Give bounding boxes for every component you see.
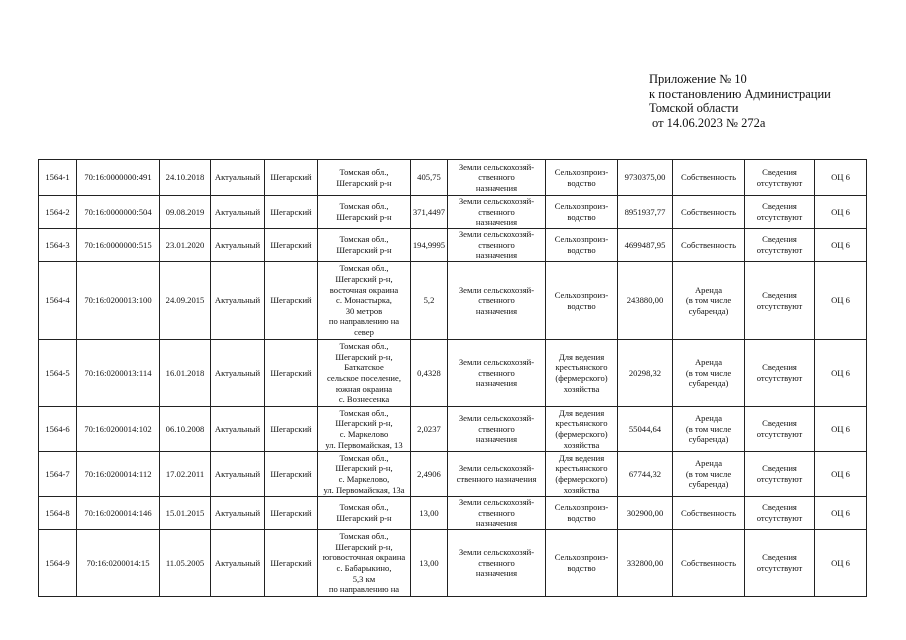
permitted-use-line: Сельхозпроиз- <box>554 166 609 177</box>
cadastral-value: 20298,32 <box>618 340 673 407</box>
encumbrance-info-line: Сведения <box>762 201 797 212</box>
permitted-use <box>546 196 618 229</box>
location-address <box>318 452 411 497</box>
valuation-code: ОЦ 6 <box>815 229 867 262</box>
location-address-line: Томская обл., <box>339 341 389 352</box>
plot-area: 2,4906 <box>411 452 448 497</box>
permitted-use-line: крестьянского <box>555 362 608 373</box>
record-status: Актуальный <box>211 229 265 262</box>
right-type-line: Собственность <box>681 557 736 568</box>
record-status: Актуальный <box>211 340 265 407</box>
land-category-line: назначения <box>475 250 518 261</box>
location-address <box>318 160 411 196</box>
land-category-line: ственного <box>478 423 515 434</box>
encumbrance-info-line: отсутствуют <box>756 177 803 188</box>
permitted-use-line: Сельхозпроиз- <box>554 201 609 212</box>
encumbrance-info-line: отсутствуют <box>756 212 803 222</box>
permitted-use-line: (фермерского) <box>555 373 608 383</box>
right-type-line: Собственность <box>681 239 736 250</box>
land-category-line: ственного <box>478 206 515 217</box>
encumbrance-info <box>745 229 815 262</box>
appendix-header <box>649 72 831 130</box>
location-address-line: Томская обл., <box>339 234 389 245</box>
permitted-use-line: крестьянского <box>555 463 608 474</box>
permitted-use-line: водство <box>567 563 596 573</box>
land-category-line: Земли сельскохозяй- <box>458 547 535 558</box>
permitted-use-line: крестьянского <box>555 418 608 429</box>
right-type <box>673 229 745 262</box>
permitted-use <box>546 340 618 407</box>
location-address-line: с. Вознесенка <box>338 394 390 405</box>
land-category-line: Земли сельскохозяй- <box>458 161 535 172</box>
registration-date: 17.02.2011 <box>160 452 211 497</box>
valuation-code: ОЦ 6 <box>815 160 867 196</box>
land-category <box>448 262 546 340</box>
land-category-line: назначения <box>475 568 518 579</box>
land-category-line: назначения <box>475 378 518 389</box>
right-type-line: (в том числе <box>685 423 732 434</box>
location-address-line: Шегарский р-н, <box>335 418 393 429</box>
valuation-code: ОЦ 6 <box>815 452 867 497</box>
location-address <box>318 530 411 597</box>
right-type <box>673 530 745 597</box>
location-address-line: Шегарский р-н, <box>335 351 393 362</box>
land-plots-table <box>38 159 867 597</box>
district-name: Шегарский <box>265 407 318 452</box>
permitted-use-line: Сельхозпроиз- <box>554 289 609 300</box>
right-type <box>673 196 745 229</box>
permitted-use-line: Для ведения <box>558 351 605 362</box>
encumbrance-info <box>745 160 815 196</box>
district-name: Шегарский <box>265 340 318 407</box>
land-category-line: Земли сельскохозяй- <box>458 196 535 207</box>
location-address-line: с. Монастырка, <box>336 295 392 306</box>
permitted-use <box>546 530 618 597</box>
table-row <box>39 262 867 340</box>
permitted-use-line: (фермерского) <box>555 429 608 439</box>
valuation-code: ОЦ 6 <box>815 340 867 407</box>
location-address-line: южная окраина <box>335 383 393 394</box>
plot-area: 405,75 <box>411 160 448 196</box>
permitted-use <box>546 160 618 196</box>
registration-date: 06.10.2008 <box>160 407 211 452</box>
resolution-date: от 14.06.2023 № 272а <box>652 115 766 130</box>
permitted-use <box>546 407 618 452</box>
table-row <box>39 407 867 452</box>
location-address-line: Шегарский р-н, <box>335 541 393 552</box>
encumbrance-info-line: отсутствуют <box>756 245 803 255</box>
district-name: Шегарский <box>265 530 318 597</box>
encumbrance-info <box>745 196 815 229</box>
permitted-use-line: Сельхозпроиз- <box>554 552 609 563</box>
table-row <box>39 530 867 597</box>
registration-date: 15.01.2015 <box>160 497 211 530</box>
row-number: 1564-5 <box>39 340 77 407</box>
location-address-line: 30 метров <box>345 305 383 316</box>
location-address <box>318 340 411 407</box>
permitted-use-line: (фермерского) <box>555 474 608 484</box>
location-address-line: сельское поселение, <box>327 373 401 383</box>
land-category-line: назначения <box>475 217 518 228</box>
encumbrance-info <box>745 262 815 340</box>
encumbrance-info-line: Сведения <box>762 418 797 429</box>
district-name: Шегарский <box>265 196 318 229</box>
location-address-line: Томская обл., <box>339 201 389 212</box>
permitted-use-line: Для ведения <box>558 407 605 418</box>
location-address <box>318 229 411 262</box>
table-row <box>39 196 867 229</box>
cadastral-value: 8951937,77 <box>618 196 673 229</box>
location-address-line: Томская обл., <box>339 502 389 513</box>
row-number: 1564-1 <box>39 160 77 196</box>
location-address <box>318 196 411 229</box>
right-type-line: (в том числе <box>685 468 732 479</box>
right-type-line: Аренда <box>694 284 723 295</box>
permitted-use-line: водство <box>567 177 596 188</box>
encumbrance-info-line: Сведения <box>762 166 797 177</box>
cadastral-value: 67744,32 <box>618 452 673 497</box>
permitted-use-line: хозяйства <box>563 484 600 495</box>
cadastral-number: 70:16:0200013:100 <box>77 262 160 340</box>
cadastral-value: 302900,00 <box>618 497 673 530</box>
land-category-line: Земли сельскохозяй- <box>458 413 535 424</box>
encumbrance-info <box>745 530 815 597</box>
location-address-line: Томская обл., <box>339 263 389 274</box>
location-address-line: Баткатское <box>344 362 384 373</box>
permitted-use-line: хозяйства <box>563 383 600 394</box>
encumbrance-info-line: отсутствуют <box>756 563 803 573</box>
district-name: Шегарский <box>265 497 318 530</box>
registration-date: 16.01.2018 <box>160 340 211 407</box>
right-type-line: субаренда) <box>688 479 729 490</box>
record-status: Актуальный <box>211 530 265 597</box>
encumbrance-info-line: Сведения <box>762 362 797 373</box>
plot-area: 371,4497 <box>411 196 448 229</box>
land-category <box>448 229 546 262</box>
permitted-use-line: Сельхозпроиз- <box>554 234 609 245</box>
permitted-use <box>546 229 618 262</box>
location-address-line: Шегарский р-н, <box>335 274 393 285</box>
location-address-line: Томская обл., <box>339 166 389 177</box>
encumbrance-info-line: отсутствуют <box>756 474 803 484</box>
region-name: Томской области <box>649 101 739 115</box>
land-category <box>448 340 546 407</box>
permitted-use-line: водство <box>567 245 596 255</box>
location-address-line: Шегарский р-н, <box>335 463 393 474</box>
record-status: Актуальный <box>211 497 265 530</box>
row-number: 1564-2 <box>39 196 77 229</box>
right-type <box>673 160 745 196</box>
cadastral-number: 70:16:0200014:112 <box>77 452 160 497</box>
right-type-line: Собственность <box>681 507 736 518</box>
location-address-line: Шегарский р-н <box>336 177 392 188</box>
row-number: 1564-3 <box>39 229 77 262</box>
cadastral-number: 70:16:0200014:102 <box>77 407 160 452</box>
permitted-use-line: Сельхозпроиз- <box>554 502 609 513</box>
table-row <box>39 452 867 497</box>
encumbrance-info-line: отсутствуют <box>756 429 803 439</box>
permitted-use <box>546 497 618 530</box>
land-category-line: ственного <box>478 295 515 306</box>
encumbrance-info <box>745 407 815 452</box>
location-address-line: с. Маркелово, <box>338 474 390 484</box>
valuation-code: ОЦ 6 <box>815 262 867 340</box>
table-body <box>39 160 867 597</box>
land-category <box>448 497 546 530</box>
right-type-line: (в том числе <box>685 367 732 378</box>
registration-date: 09.08.2019 <box>160 196 211 229</box>
land-category-line: назначения <box>475 305 518 316</box>
right-type-line: Аренда <box>694 413 723 424</box>
encumbrance-info-line: Сведения <box>762 289 797 300</box>
location-address-line: Шегарский р-н <box>336 212 392 222</box>
location-address-line: по направлению на <box>328 584 400 595</box>
right-type-line: Аренда <box>694 458 723 469</box>
encumbrance-info-line: Сведения <box>762 234 797 245</box>
row-number: 1564-7 <box>39 452 77 497</box>
valuation-code: ОЦ 6 <box>815 196 867 229</box>
cadastral-number: 70:16:0000000:515 <box>77 229 160 262</box>
location-address-line: ул. Первомайская, 13а <box>323 484 405 495</box>
plot-area: 2,0237 <box>411 407 448 452</box>
location-address-line: 5,3 км <box>352 573 376 584</box>
permitted-use-line: водство <box>567 513 596 523</box>
location-address-line: восточная окраина <box>329 284 399 295</box>
registration-date: 11.05.2005 <box>160 530 211 597</box>
table-row <box>39 497 867 530</box>
land-category-line: ственного <box>478 557 515 568</box>
record-status: Актуальный <box>211 196 265 229</box>
right-type-line: Собственность <box>681 206 736 217</box>
permitted-use-line: водство <box>567 212 596 222</box>
encumbrance-info-line: Сведения <box>762 463 797 474</box>
land-category-line: ственного назначения <box>456 474 537 484</box>
plot-area: 5,2 <box>411 262 448 340</box>
record-status: Актуальный <box>211 160 265 196</box>
land-category <box>448 160 546 196</box>
encumbrance-info-line: Сведения <box>762 502 797 513</box>
table-row <box>39 229 867 262</box>
cadastral-value: 243880,00 <box>618 262 673 340</box>
cadastral-value: 9730375,00 <box>618 160 673 196</box>
registration-date: 23.01.2020 <box>160 229 211 262</box>
land-category <box>448 407 546 452</box>
valuation-code: ОЦ 6 <box>815 497 867 530</box>
cadastral-value: 55044,64 <box>618 407 673 452</box>
location-address-line: Томская обл., <box>339 531 389 542</box>
encumbrance-info <box>745 497 815 530</box>
land-category-line: Земли сельскохозяй- <box>458 357 535 368</box>
registration-date: 24.09.2015 <box>160 262 211 340</box>
land-category-line: Земли сельскохозяй- <box>458 229 535 240</box>
cadastral-number: 70:16:0200014:146 <box>77 497 160 530</box>
land-category-line: ственного <box>478 239 515 250</box>
right-type <box>673 262 745 340</box>
land-category-line: ственного <box>478 367 515 378</box>
encumbrance-info <box>745 452 815 497</box>
right-type-line: Аренда <box>694 357 723 368</box>
registration-date: 24.10.2018 <box>160 160 211 196</box>
record-status: Актуальный <box>211 262 265 340</box>
encumbrance-info-line: отсутствуют <box>756 513 803 523</box>
plot-area: 13,00 <box>411 530 448 597</box>
location-address-line: Томская обл., <box>339 407 389 418</box>
right-type <box>673 340 745 407</box>
cadastral-number: 70:16:0200013:114 <box>77 340 160 407</box>
land-category-line: ственного <box>478 507 515 518</box>
appendix-number: Приложение № 10 <box>649 72 747 86</box>
land-category <box>448 530 546 597</box>
location-address-line: по направлению на <box>328 316 400 327</box>
row-number: 1564-6 <box>39 407 77 452</box>
right-type <box>673 452 745 497</box>
location-address <box>318 497 411 530</box>
permitted-use-line: водство <box>567 300 596 311</box>
right-type-line: субаренда) <box>688 434 729 445</box>
location-address <box>318 262 411 340</box>
cadastral-number: 70:16:0000000:504 <box>77 196 160 229</box>
permitted-use-line: Для ведения <box>558 452 605 463</box>
cadastral-number: 70:16:0200014:15 <box>77 530 160 597</box>
encumbrance-info-line: Сведения <box>762 552 797 563</box>
valuation-code: ОЦ 6 <box>815 407 867 452</box>
land-category-line: Земли сельскохозяй- <box>458 497 535 508</box>
land-category <box>448 196 546 229</box>
right-type <box>673 407 745 452</box>
record-status: Актуальный <box>211 407 265 452</box>
location-address-line: ул. Первомайская, 13 <box>325 439 403 450</box>
district-name: Шегарский <box>265 452 318 497</box>
land-category <box>448 452 546 497</box>
cadastral-value: 332800,00 <box>618 530 673 597</box>
location-address-line: север <box>354 326 374 337</box>
location-address-line: Шегарский р-н <box>336 245 392 255</box>
location-address-line: с. Маркелово <box>339 429 389 439</box>
right-type-line: Собственность <box>681 172 736 183</box>
district-name: Шегарский <box>265 262 318 340</box>
resolution-reference: к постановлению Администрации <box>649 86 831 101</box>
plot-area: 13,00 <box>411 497 448 530</box>
encumbrance-info-line: отсутствуют <box>756 373 803 383</box>
plot-area: 0,4328 <box>411 340 448 407</box>
encumbrance-info <box>745 340 815 407</box>
cadastral-value: 4699487,95 <box>618 229 673 262</box>
location-address-line: юговосточная окраина <box>322 552 406 563</box>
table-row <box>39 340 867 407</box>
permitted-use <box>546 262 618 340</box>
row-number: 1564-9 <box>39 530 77 597</box>
cadastral-number: 70:16:0000000:491 <box>77 160 160 196</box>
location-address-line: Томская обл., <box>339 452 389 463</box>
land-category-line: ственного <box>478 172 515 183</box>
right-type <box>673 497 745 530</box>
permitted-use-line: хозяйства <box>563 439 600 450</box>
valuation-code: ОЦ 6 <box>815 530 867 597</box>
row-number: 1564-4 <box>39 262 77 340</box>
right-type-line: субаренда) <box>688 378 729 389</box>
district-name: Шегарский <box>265 160 318 196</box>
right-type-line: субаренда) <box>688 305 729 316</box>
row-number: 1564-8 <box>39 497 77 530</box>
permitted-use <box>546 452 618 497</box>
location-address-line: Шегарский р-н <box>336 513 392 523</box>
land-category-line: Земли сельскохозяй- <box>458 284 535 295</box>
right-type-line: (в том числе <box>685 295 732 306</box>
record-status: Актуальный <box>211 452 265 497</box>
plot-area: 194,9995 <box>411 229 448 262</box>
district-name: Шегарский <box>265 229 318 262</box>
land-category-line: Земли сельскохозяй- <box>458 463 535 474</box>
land-category-line: назначения <box>475 182 518 193</box>
location-address <box>318 407 411 452</box>
encumbrance-info-line: отсутствуют <box>756 300 803 311</box>
location-address-line: с. Бабарыкино, <box>336 563 392 573</box>
land-category-line: назначения <box>475 434 518 445</box>
land-category-line: назначения <box>475 518 518 529</box>
table-row <box>39 160 867 196</box>
